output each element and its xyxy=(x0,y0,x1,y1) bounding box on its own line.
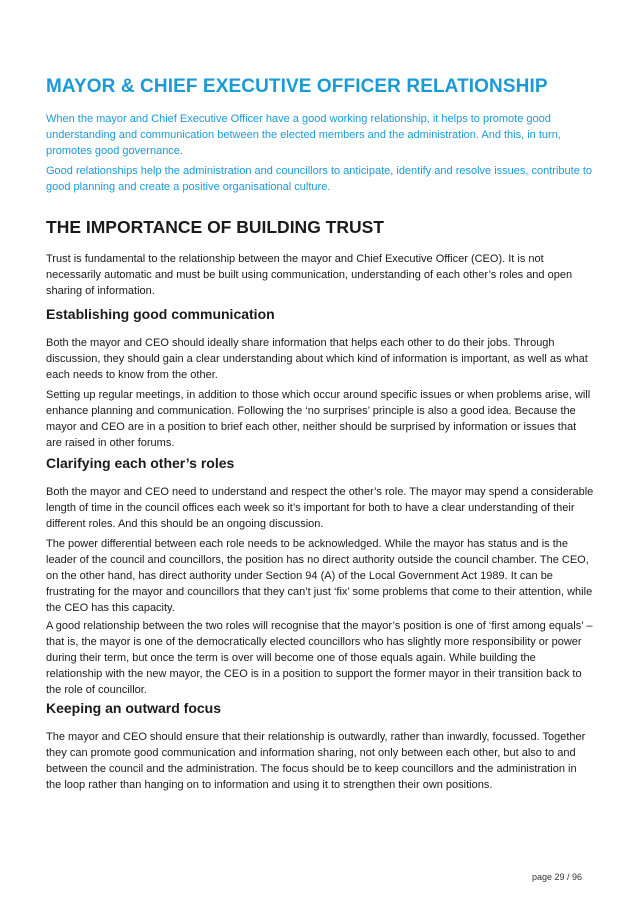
subsection-heading-outward-focus: Keeping an outward focus xyxy=(46,700,222,716)
body-paragraph: Both the mayor and CEO need to understand and respect the other’s role. The mayor may spend a considerable length of time in the council offices each week so it’s important for both to have a clear understanding of their different roles. And this should be an ongoing discussion. xyxy=(46,486,594,530)
body-paragraph: Setting up regular meetings, in addition to those which occur around specific issues or when problems arise, will enhance planning and communication. Following the ‘no surprises’ principle is also a good idea. Because the mayor and CEO are in a position to brief each other, neither should be surprised by information or issues that are raised in other forums. xyxy=(46,389,591,449)
body-paragraph: A good relationship between the two roles will recognise that the mayor’s position is one of ‘first among equals’ – that is, the mayor is one of the democratically elected councillors who has slightly more responsibility or power during their term, but once the term is over will become one of those equals again. While building the relationship with the new mayor, the CEO is in a position to support the former mayor in their transition back to the role of councillor. xyxy=(46,620,593,696)
body-paragraph: The mayor and CEO should ensure that their relationship is outwardly, rather than inwardly, focussed. Together they can promote good communication and information sharing, not only between each other, but also to and between the council and the administration. The focus should be to keep councillors and the administration in the loop rather than hanging on to information and using it to strengthen their own positions. xyxy=(46,731,586,791)
intro-paragraph: Good relationships help the administration and councillors to anticipate, identify and resolve issues, contribute to good planning and create a positive organisational culture. xyxy=(46,165,593,193)
subsection-heading-roles: Clarifying each other’s roles xyxy=(46,455,235,471)
intro-paragraph: When the mayor and Chief Executive Officer have a good working relationship, it helps to promote good understanding and communication between the elected members and the administration. And this, in turn, promotes good governance. xyxy=(46,113,561,157)
page-title: MAYOR & CHIEF EXECUTIVE OFFICER RELATIONSHIP xyxy=(46,76,548,97)
section-heading: THE IMPORTANCE OF BUILDING TRUST xyxy=(46,217,384,237)
subsection-heading-communication: Establishing good communication xyxy=(46,306,275,322)
section-lead-paragraph: Trust is fundamental to the relationship between the mayor and Chief Executive Officer (CEO). It is not necessarily automatic and must be built using communication, understanding of each other’s roles and open sharing of information. xyxy=(46,253,573,297)
body-paragraph: Both the mayor and CEO should ideally share information that helps each other to do their jobs. Through discussion, they should gain a clear understanding about which kind of information is important, as well as what each needs to know from the other. xyxy=(46,337,588,381)
page-number: page 29 / 96 xyxy=(531,872,582,882)
body-paragraph: The power differential between each role needs to be acknowledged. While the mayor has status and is the leader of the council and councillors, the position has no direct authority outside the council chamber. The CEO, on the other hand, has direct authority under Section 94 (A) of the Local Government Act 1989. It can be frustrating for the mayor and councillors that they can’t just ‘fix’ some problems that come to their attention, while the CEO has this capacity. xyxy=(46,538,593,614)
